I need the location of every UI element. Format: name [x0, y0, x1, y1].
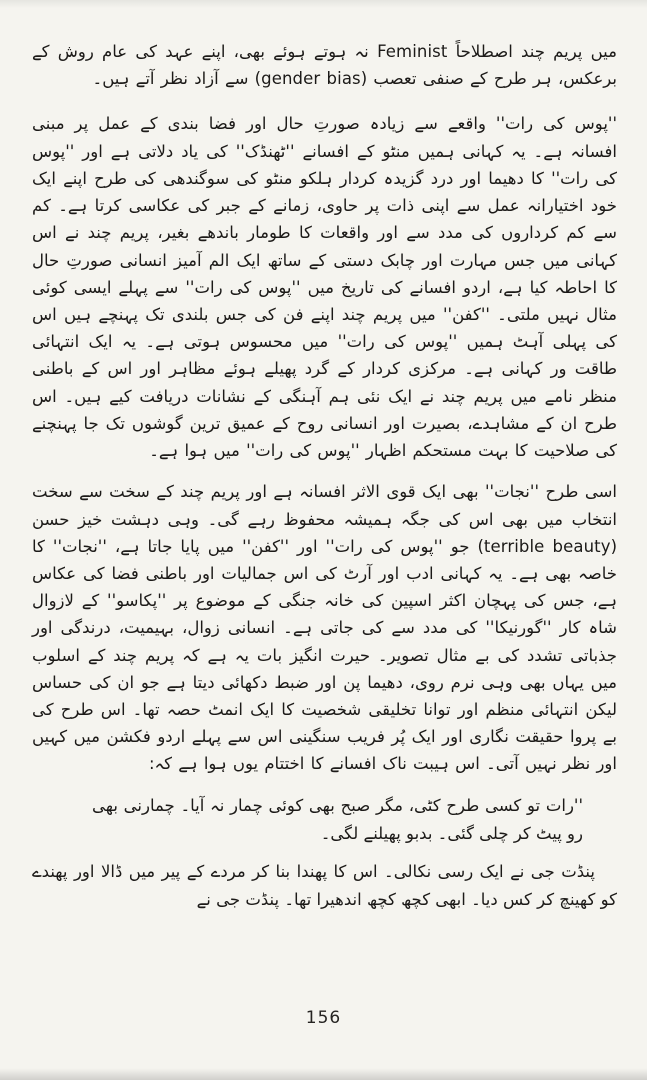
paragraph-intro: میں پریم چند اصطلاحاً Feminist نہ ہوتے ہوئے بھی، اپنے عہد کی عام روش کے برعکس، ہر طرح کے صنفی تعصب (gender bias) سے آزاد نظر آتے ہیں۔ [32, 42, 617, 89]
page-number: 156 [305, 1008, 342, 1028]
paragraph-poos-ki-raat: ''پوس کی رات'' واقعے سے زیادہ صورتِ حال اور فضا بندی کے عمل پر مبنی افسانہ ہے۔ یہ کہانی ہمیں منٹو کے افسانے ''ٹھنڈک'' کی یاد دلاتی ہے اور ''پوس کی رات'' کا دھیما اور درد گزیدہ کردار ہلکو منٹو کی سوگندھی کی طرح اپنے ایک خود اختیارانہ عمل سے اپنی ذات پر حاوی، زمانے کے جبر کی عکاسی کرتا ہے۔ کم سے کم کرداروں کی مدد سے اور واقعات کا طومار باندھے بغیر، پریم چند نے اس کہانی میں جس مہارت اور چابک دستی کے ساتھ ایک الم آمیز انسانی صورتِ حال کا احاطہ کیا ہے، اردو افسانے کی تاریخ میں ''پوس کی رات'' سے پہلے ایسی کوئی مثال نہیں ملتی۔ ''کفن'' میں پریم چند اپنے فن کی جس بلندی تک پہنچے ہیں اس کی پہلی آہٹ ہمیں ''پوس کی رات'' میں محسوس ہوتی ہے۔ یہ ایک انتہائی طاقت ور کہانی ہے۔ مرکزی کردار کے گرد پھیلے ہوئے مظاہر اور اس کے باطنی منظر نامے میں پریم چند نے ایک نئی ہم آہنگی کے نشانات دریافت کیے ہیں۔ اس طرح ان کے مشاہدے، بصیرت اور انسانی روح کے عمیق ترین گوشوں تک جا پہنچنے کی صلاحیت کا بہت مستحکم اظہار ''پوس کی رات'' میں ہوا ہے۔ [32, 114, 617, 461]
paragraph-closing: پنڈت جی نے ایک رسی نکالی۔ اس کا پھندا بنا کر مردے کے پیر میں ڈالا اور پھندے کو کھینچ کر کس دیا۔ ابھی کچھ کچھ اندھیرا تھا۔ پنڈت جی نے [32, 861, 617, 909]
paragraph-nijat: اسی طرح ''نجات'' بھی ایک قوی الاثر افسانہ ہے اور پریم چند کے سخت سے سخت انتخاب میں بھی اس کی جگہ ہمیشہ محفوظ رہے گی۔ وہی دہشت خیز حسن (terrible beauty) جو ''پوس کی رات'' اور ''کفن'' میں پایا جاتا ہے، ''نجات'' کا خاصہ بھی ہے۔ یہ کہانی ادب اور آرٹ کی اس جمالیات اور باطنی فضا کی عکاس ہے، جس کی پہچان اکثر اسپین کی خانہ جنگی کے موضوع پر ''پکاسو'' کے لازوال شاہ کار ''گورنیکا'' کی مدد سے کی جاتی ہے۔ انسانی زوال، بہیمیت، درندگی اور جذباتی تشدد کی بے مثال تصویر۔ حیرت انگیز بات یہ ہے کہ پریم چند کے اسلوب میں یہاں بھی وہی نرم روی، دھیما پن اور ضبط دکھائی دیتا ہے جو ان کی حساس لیکن انتہائی منظم اور توانا تخلیقی شخصیت کا ایک انمٹ حصہ تھا۔ اس طرح کی بے پروا حقیقت نگاری اور ایک پُر فریب سنگینی اس سے پہلے اردو فکشن میں کہیں اور نظر نہیں آتی۔ اس ہیبت ناک افسانے کا اختتام یوں ہوا ہے کہ: [32, 482, 618, 774]
story-ending-quote: ''رات تو کسی طرح کٹی، مگر صبح بھی کوئی چمار نہ آیا۔ چمارنی بھی رو پیٹ کر چلی گئی۔ بدبو پھیلنے لگی۔ [92, 795, 583, 843]
